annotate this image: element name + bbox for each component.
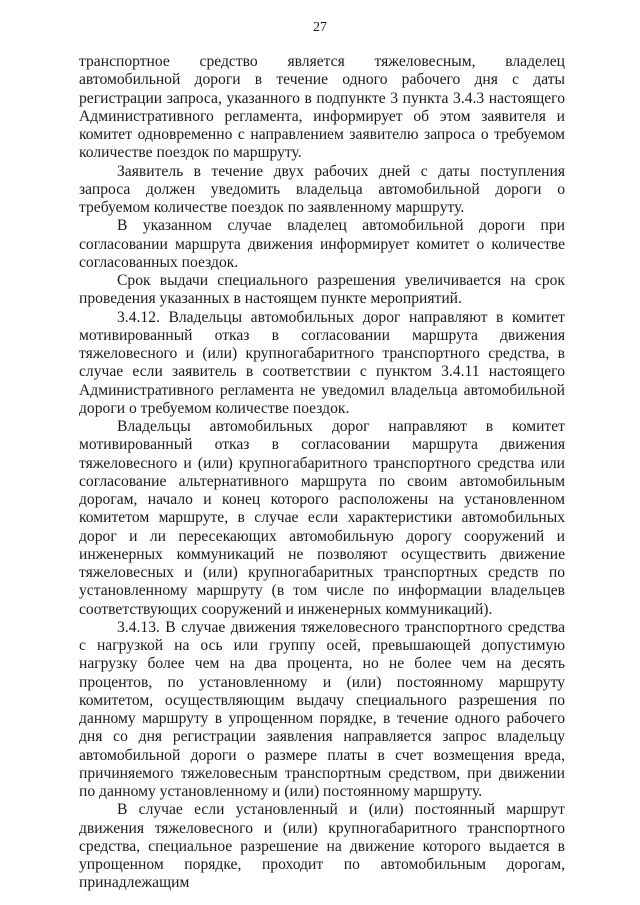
page-number: 27: [313, 20, 327, 35]
paragraph-2: Заявитель в течение двух рабочих дней с даты поступления запроса должен уведомить владельца автомобильной дороги о требуемом количестве поездок по заявленному маршруту.: [79, 162, 565, 216]
paragraph-8: В случае если установленный и (или) постоянный маршрут движения тяжеловесного и (или) крупногабаритного транспортного средства, специальное разрешение на движение которого выдается в упрощенном порядке, проходит по автомобильным дорогам, принадлежащим: [79, 801, 565, 892]
paragraph-4: Срок выдачи специального разрешения увеличивается на срок проведения указанных в настоящем пункте мероприятий.: [79, 272, 565, 308]
paragraph-3-4-13: 3.4.13. В случае движения тяжеловесного транспортного средства с нагрузкой на ось или группу осей, превышающей допустимую нагрузку более чем на два процента, но не более чем на десять процентов, по установленному и (или) постоянному маршруту комитетом, осуществляющим выдачу специального разрешения по данному маршруту в упрощенном порядке, в течение одного рабочего дня со дня регистрации заявления направляется запрос владельцу автомобильной дороги о размере платы в счет возмещения вреда, причиняемого тяжеловесным транспортным средством, при движении по данному установленному и (или) постоянному маршруту.: [79, 618, 565, 800]
paragraph-6: Владельцы автомобильных дорог направляют в комитет мотивированный отказ в согласовании маршрута движения тяжеловесного и (или) крупногабаритного транспортного средства или согласование альтернативного маршрута по своим автомобильным дорогам, начало и конец которого расположены на установленном комитетом маршруте, в случае если характеристики автомобильных дорог и ли пересекающих автомобильную дорогу сооружений и инженерных коммуникаций не позволяют осуществить движение тяжеловесных и (или) крупногабаритных транспортных средств по установленному маршруту (в том числе по информации владельцев соответствующих сооружений и инженерных коммуникаций).: [79, 418, 565, 618]
document-body: [79, 53, 565, 893]
paragraph-3-4-12: 3.4.12. Владельцы автомобильных дорог направляют в комитет мотивированный отказ в согласовании маршрута движения тяжеловесного и (или) крупногабаритного транспортного средства, в случае если заявитель в соответствии с пунктом 3.4.11 настоящего Административного регламента не уведомил владельца автомобильной дороги о требуемом количестве поездок.: [79, 308, 565, 417]
paragraph-3: В указанном случае владелец автомобильной дороги при согласовании маршрута движения информирует комитет о количестве согласованных поездок.: [79, 217, 565, 271]
paragraph-1-continued: транспортное средство является тяжеловесным, владелец автомобильной дороги в течение одного рабочего дня с даты регистрации запроса, указанного в подпункте 3 пункта 3.4.3 настоящего Административного регламента, информирует об этом заявителя и комитет одновременно с направлением заявителю запроса о требуемом количестве поездок по маршруту.: [79, 53, 565, 162]
